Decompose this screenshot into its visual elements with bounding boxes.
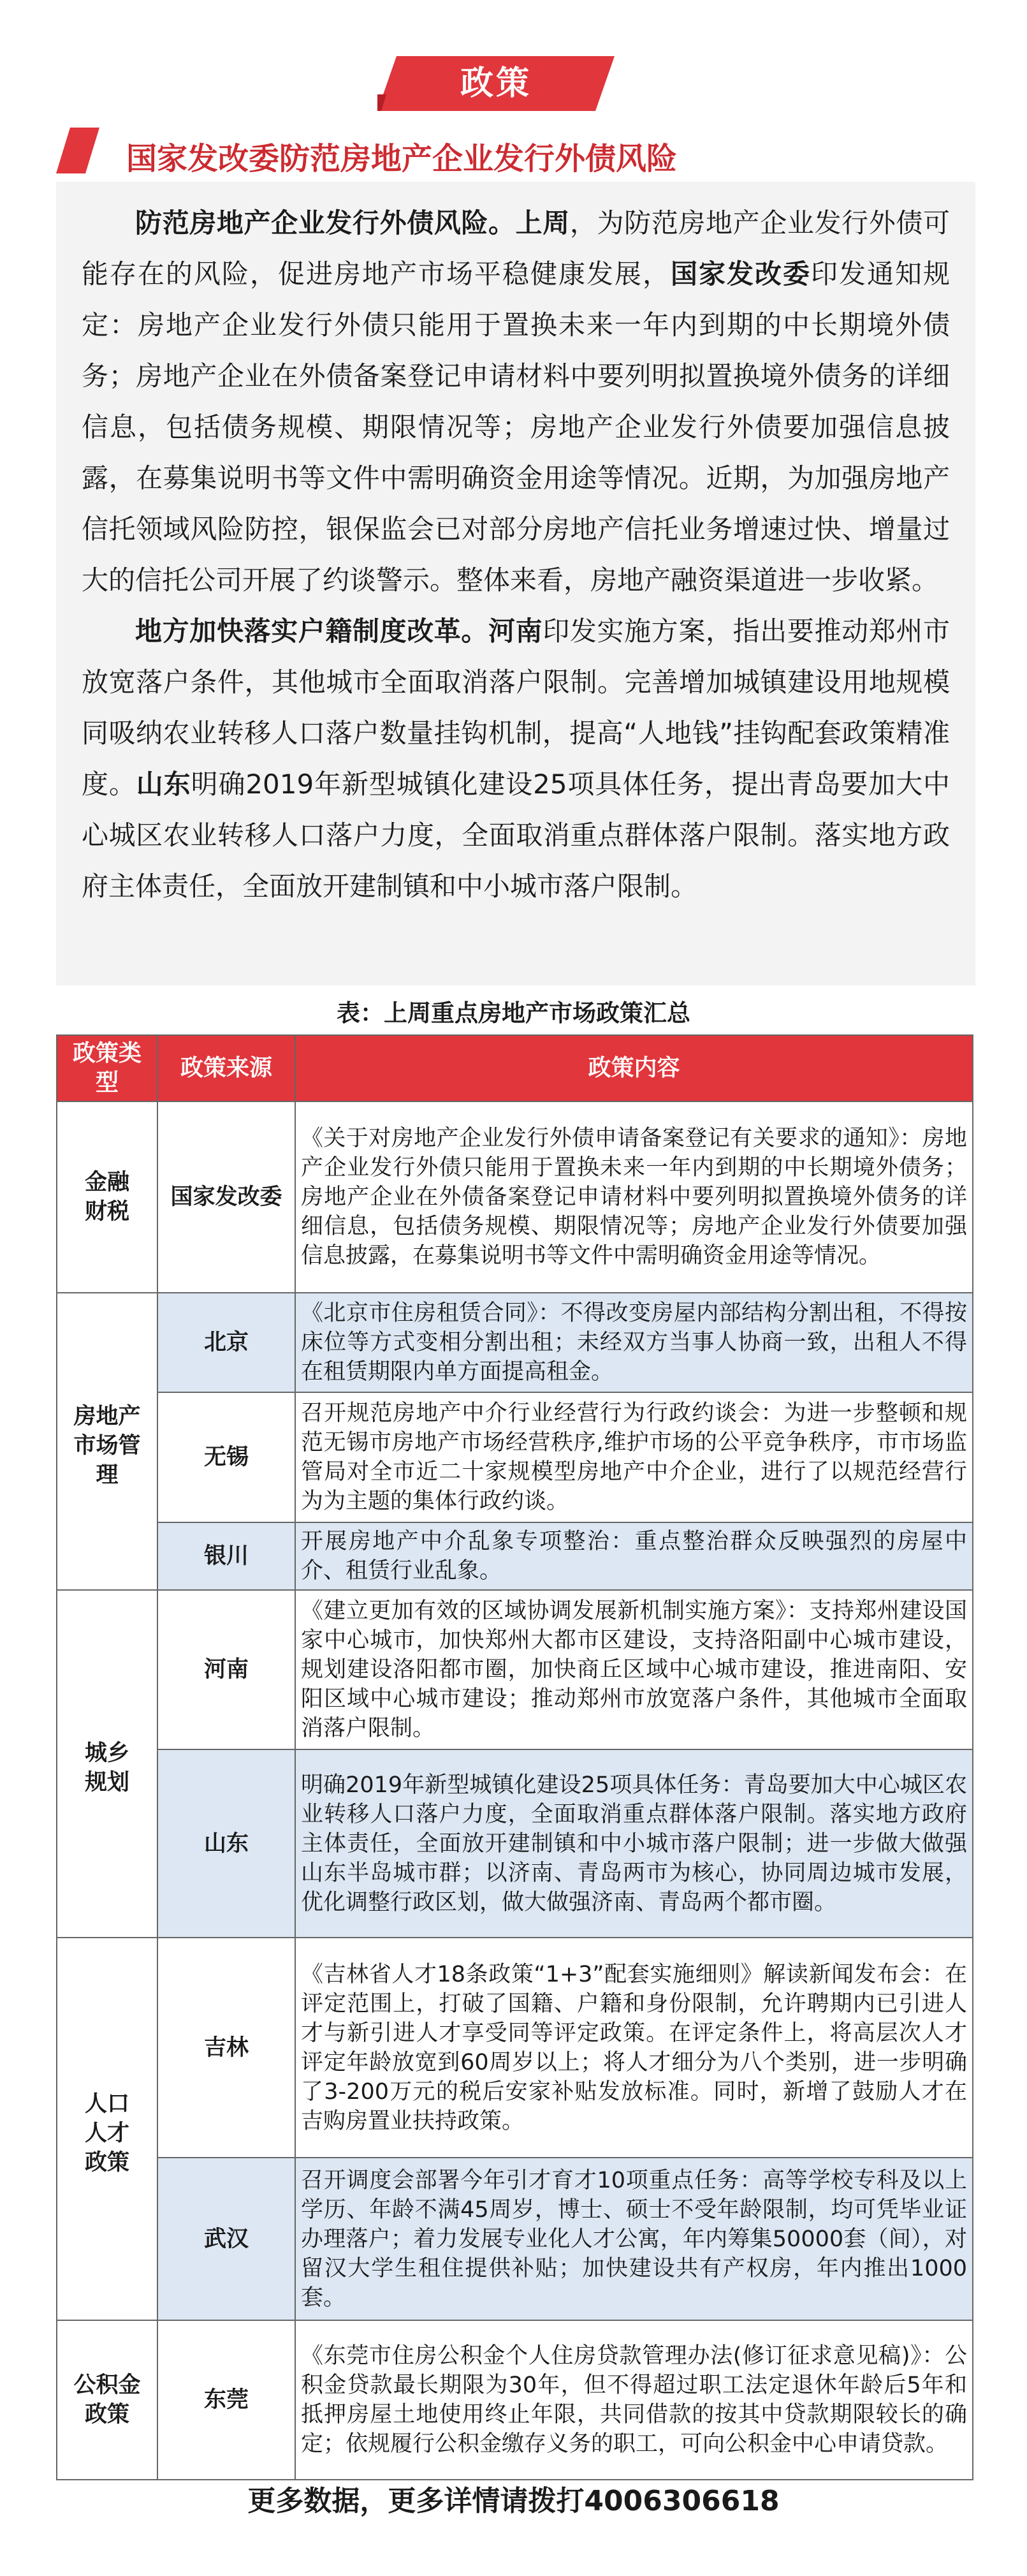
source-cell: 吉林 [157,1938,295,2158]
source-cell: 无锡 [157,1392,295,1522]
article-body [56,182,975,985]
content-cell: 开展房地产中介乱象专项整治：重点整治群众反映强烈的房屋中介、租赁行业乱象。 [295,1522,973,1590]
content-cell: 《关于对房地产企业发行外债申请备案登记有关要求的通知》：房地产企业发行外债只能用于置换未来一年内到期的中长期境外债务；房地产企业在外债备案登记申请材料中要列明拟置换境外债务的详细信息，包括债务规模、期限情况等；房地产企业发行外债要加强信息披露，在募集说明书等文件中需明确资金用途等情况。 [295,1101,973,1293]
paragraph-2-text-a: 印发实施方案，指出要推动郑州市放宽落户条件，其他城市全面取消落户限制。完善增加城镇建设用地规模同吸纳农业转移人口落户数量挂钩机制，提高“人地钱”挂钩配套政策精准度。 [82,615,950,800]
header-policy-type: 政策类型 [57,1035,157,1101]
source-cell: 河南 [157,1590,295,1749]
paragraph-2 [82,606,950,912]
table-row [57,1101,973,1293]
type-label: 城乡规划 [84,1741,129,1795]
paragraph-1-org: 国家发改委 [670,258,811,290]
article-title: 国家发改委防范房地产企业发行外债风险 [126,141,678,177]
type-cell [57,1938,157,2320]
article-heading [56,128,974,180]
source-cell: 银川 [157,1522,295,1590]
contact-footer: 更多数据，更多详情请拨打4006306618 [247,2485,780,2517]
source-cell: 山东 [157,1749,295,1938]
paragraph-1-text-a: ，为防范房地产企业发行外债可能存在的风险，促进房地产市场平稳健康发展， [82,207,950,290]
paragraph-1-lead: 防范房地产企业发行外债风险。上周 [135,207,570,239]
type-cell [57,1590,157,1938]
table-row [57,1590,973,1749]
paragraph-2-org2: 山东 [136,769,191,800]
content-cell: 召开规范房地产中介行业经营行为行政约谈会：为进一步整顿和规范无锡市房地产市场经营秩序,维护市场的公平竞争秩序，市市场监管局对全市近二十家规模型房地产中介企业，进行了以规范经营行为为主题的集体行政约谈。 [295,1392,973,1522]
paragraph-1 [82,198,950,606]
table-row [57,1293,973,1392]
type-cell [57,1293,157,1590]
type-label: 房地产市场管理 [73,1403,141,1488]
table-row [57,1392,973,1522]
banner-label: 政策 [460,64,532,103]
table-header-row [57,1035,973,1101]
table-row [57,2158,973,2320]
content-cell: 召开调度会部署今年引才育才10项重点任务：高等学校专科及以上学历、年龄不满45周岁，博士、硕士不受年龄限制，均可凭毕业证办理落户；着力发展专业化人才公寓，年内筹集50000套（间），对留汉大学生租住提供补贴；加快建设共有产权房，年内推出1000套。 [295,2158,973,2320]
content-cell: 明确2019年新型城镇化建设25项具体任务：青岛要加大中心城区农业转移人口落户力度，全面取消重点群体落户限制。落实地方政府主体责任，全面放开建制镇和中小城市落户限制；进一步做大做强山东半岛城市群；以济南、青岛两市为核心，协同周边城市发展，优化调整行政区划，做大做强济南、青岛两个都市圈。 [295,1749,973,1938]
type-label: 金融财税 [84,1170,129,1225]
paragraph-1-text-b: 印发通知规定：房地产企业发行外债只能用于置换未来一年内到期的中长期境外债务；房地产企业在外债备案登记申请材料中要列明拟置换境外债务的详细信息，包括债务规模、期限情况等；房地产企业发行外债要加强信息披露，在募集说明书等文件中需明确资金用途等情况。近期，为加强房地产信托领域风险防控，银保监会已对部分房地产信托业务增速过快、增量过大的信托公司开展了约谈警示。整体来看，房地产融资渠道进一步收紧。 [82,258,950,596]
type-cell [57,2320,157,2480]
content-cell: 《吉林省人才18条政策“1+3”配套实施细则》解读新闻发布会：在评定范围上，打破了国籍、户籍和身份限制，允许聘期内已引进人才与新引进人才享受同等评定政策。在评定条件上，将高层次人才评定年龄放宽到60周岁以上；将人才细分为八个类别，进一步明确了3-200万元的税后安家补贴发放标准。同时，新增了鼓励人才在吉购房置业扶持政策。 [295,1938,973,2158]
paragraph-2-lead: 地方加快落实户籍制度改革。 [135,615,489,647]
source-cell: 东莞 [157,2320,295,2480]
table-row [57,1522,973,1590]
paragraph-2-text-b: 明确2019年新型城镇化建设25项具体任务，提出青岛要加大中心城区农业转移人口落户力度，全面取消重点群体落户限制。落实地方政府主体责任，全面放开建制镇和中小城市落户限制。 [82,769,950,902]
header-policy-content: 政策内容 [295,1035,973,1101]
paragraph-2-org: 河南 [488,615,543,647]
section-banner [377,56,615,111]
type-label: 人口人才政策 [84,2091,129,2175]
heading-marker-icon [56,128,120,180]
source-cell: 北京 [157,1293,295,1392]
table-caption: 表：上周重点房地产市场政策汇总 [337,999,690,1027]
table-row [57,2320,973,2480]
table-row [57,1938,973,2158]
content-cell: 《建立更加有效的区域协调发展新机制实施方案》：支持郑州建设国家中心城市，加快郑州大都市区建设，支持洛阳副中心城市建设，规划建设洛阳都市圈，加快商丘区域中心城市建设，推进南阳、安阳区域中心城市建设；推动郑州市放宽落户条件，其他城市全面取消落户限制。 [295,1590,973,1749]
content-cell: 《东莞市住房公积金个人住房贷款管理办法(修订征求意见稿)》：公积金贷款最长期限为30年，但不得超过职工法定退休年龄后5年和抵押房屋土地使用终止年限，共同借款的按其中贷款期限较长的确定；依规履行公积金缴存义务的职工，可向公积金中心申请贷款。 [295,2320,973,2480]
policy-table [56,1034,973,2480]
type-cell [57,1101,157,1293]
source-cell: 武汉 [157,2158,295,2320]
type-label: 公积金政策 [73,2373,141,2427]
content-cell: 《北京市住房租赁合同》：不得改变房屋内部结构分割出租，不得按床位等方式变相分割出租；未经双方当事人协商一致，出租人不得在租赁期限内单方面提高租金。 [295,1293,973,1392]
table-row [57,1749,973,1938]
source-cell: 国家发改委 [157,1101,295,1293]
header-policy-source: 政策来源 [157,1035,295,1101]
